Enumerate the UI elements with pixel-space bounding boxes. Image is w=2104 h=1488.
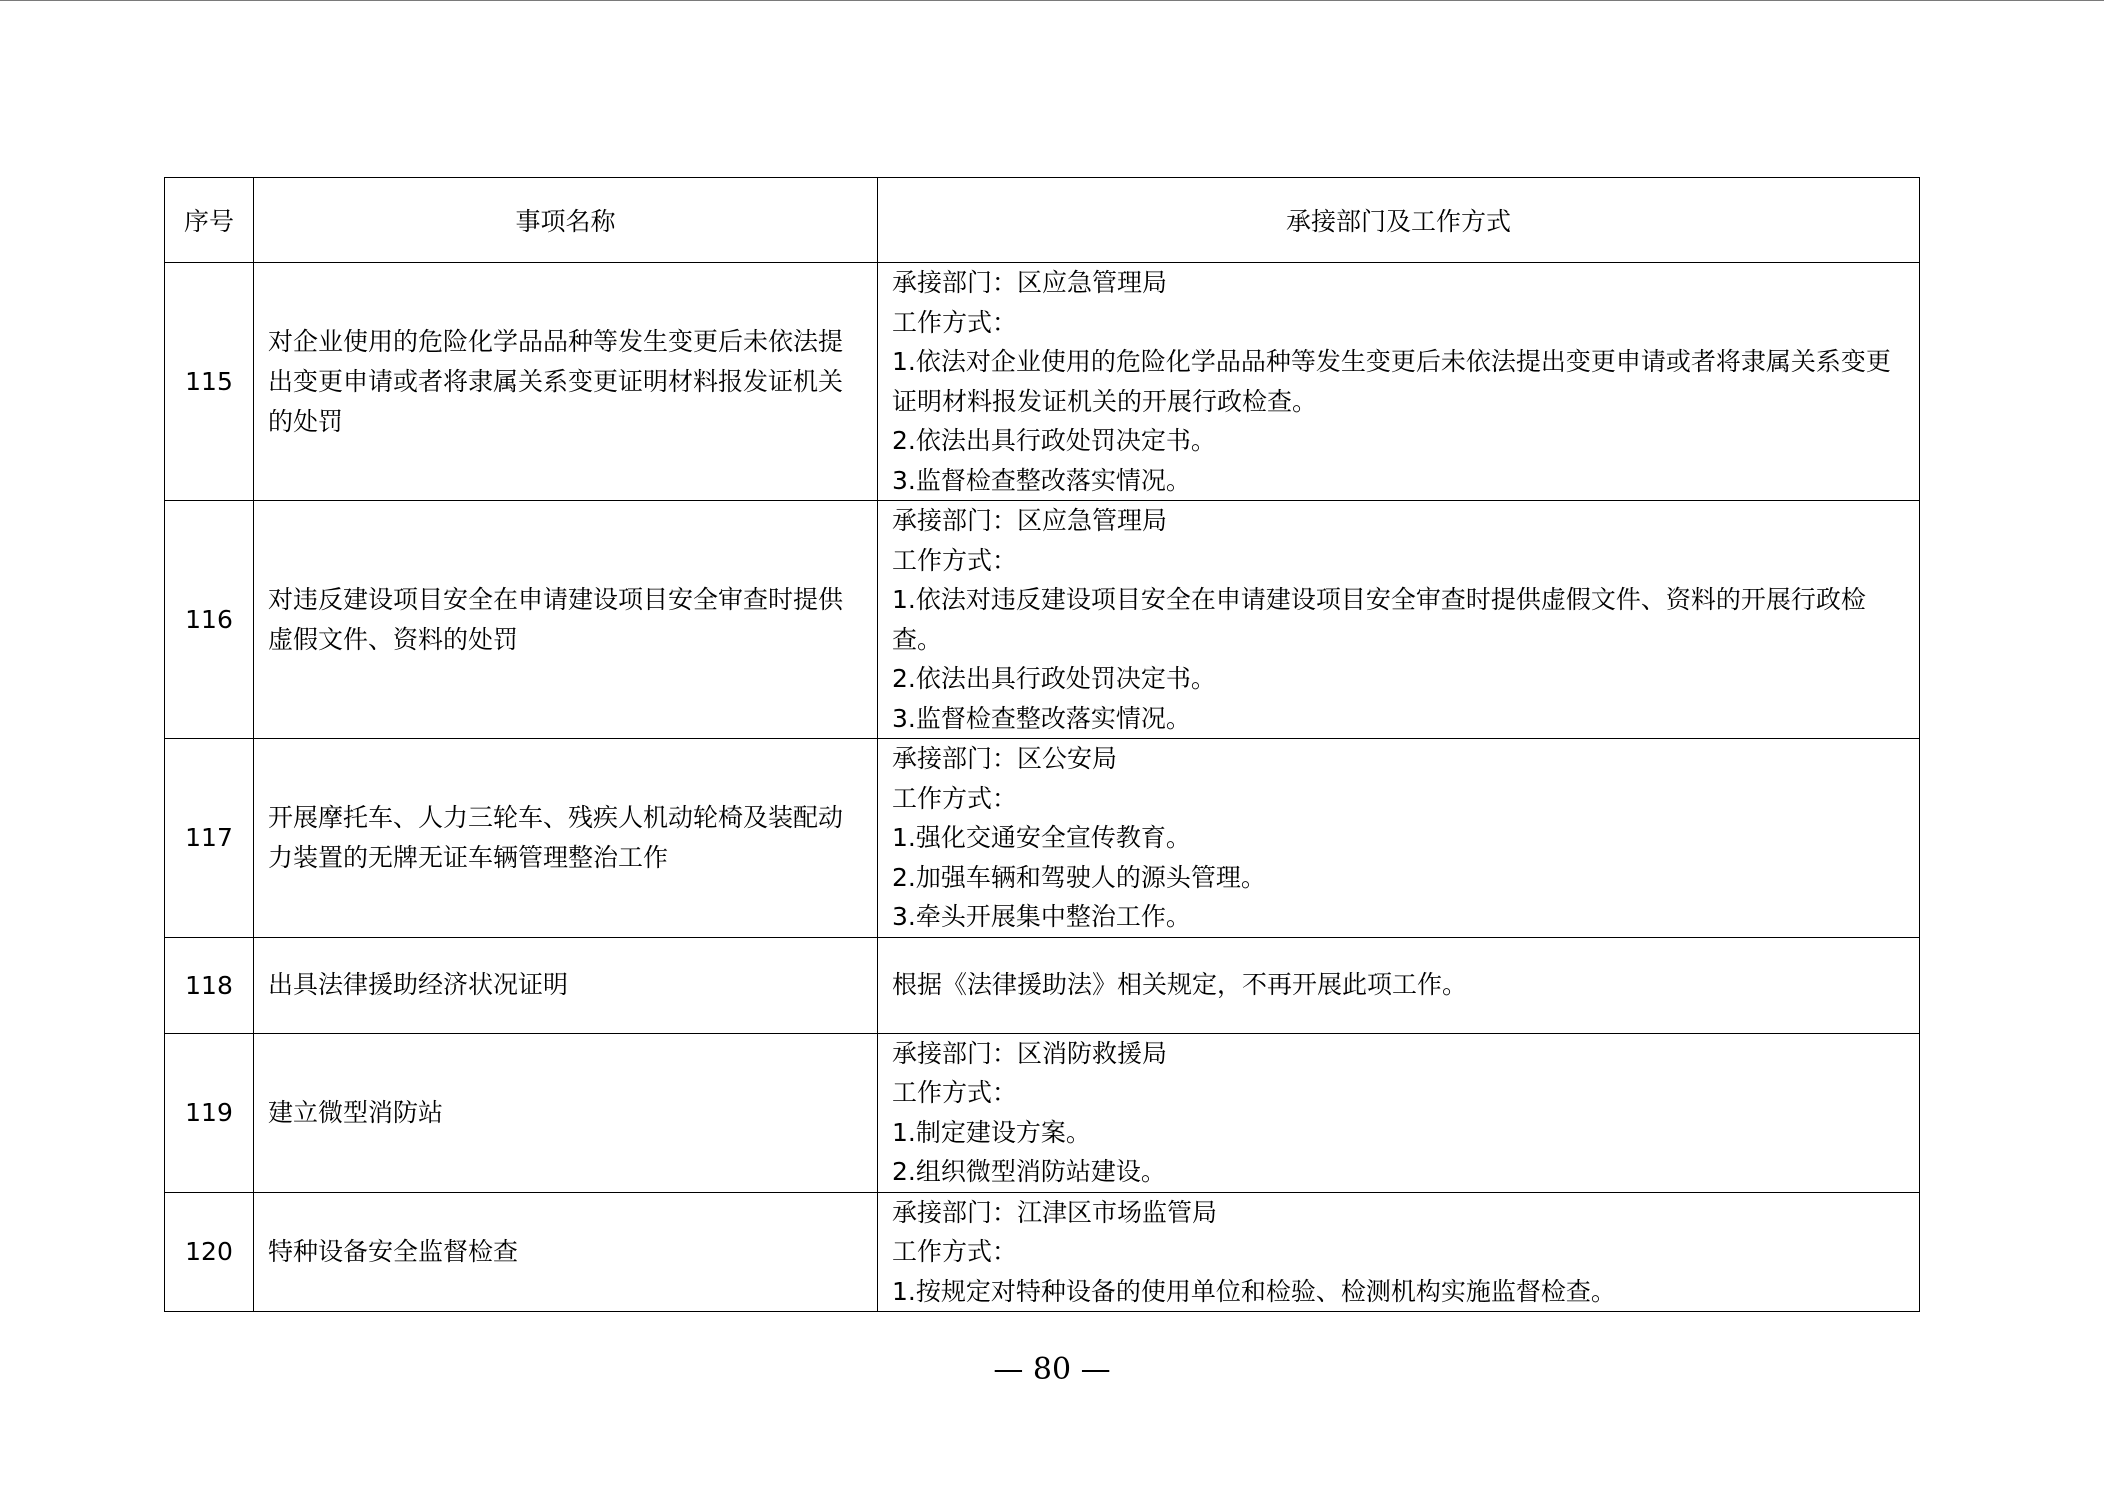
table-row: [165, 739, 1920, 938]
department-method: [878, 1192, 1920, 1312]
method-step: 1.依法对违反建设项目安全在申请建设项目安全审查时提供虚假文件、资料的开展行政检查。: [892, 585, 1866, 654]
header-no: 序号: [165, 178, 254, 263]
method-step: 1.依法对企业使用的危险化学品品种等发生变更后未依法提出变更申请或者将隶属关系变更证明材料报发证机关的开展行政检查。: [892, 347, 1891, 416]
row-number: 119: [165, 1033, 254, 1192]
header-department-method: 承接部门及工作方式: [878, 178, 1920, 263]
department-method: [878, 263, 1920, 501]
table-row: [165, 937, 1920, 1033]
item-name: 对企业使用的危险化学品品种等发生变更后未依法提出变更申请或者将隶属关系变更证明材料报发证机关的处罚: [254, 263, 878, 501]
row-number: 115: [165, 263, 254, 501]
method-step: 2.加强车辆和驾驶人的源头管理。: [892, 862, 1266, 892]
row-number: 117: [165, 739, 254, 938]
department-line: 承接部门：区消防救援局: [892, 1038, 1168, 1068]
department-method: [878, 739, 1920, 938]
method-label: 工作方式：: [892, 1078, 1018, 1107]
page-number: — 80 —: [993, 1352, 1111, 1387]
department-line: 承接部门：区应急管理局: [892, 268, 1168, 297]
item-name: 开展摩托车、人力三轮车、残疾人机动轮椅及装配动力装置的无牌无证车辆管理整治工作: [254, 739, 878, 938]
method-step: 2.依法出具行政处罚决定书。: [892, 426, 1216, 455]
method-step: 2.依法出具行政处罚决定书。: [892, 664, 1216, 693]
top-border-line: [0, 0, 2104, 1]
department-method: [878, 937, 1920, 1033]
method-step: 3.监督检查整改落实情况。: [892, 465, 1191, 495]
item-name: 建立微型消防站: [254, 1033, 878, 1192]
department-method: [878, 1033, 1920, 1192]
department-line: 承接部门：江津区市场监管局: [892, 1197, 1218, 1227]
method-label: 工作方式：: [892, 783, 1018, 813]
row-number: 116: [165, 501, 254, 739]
item-name: 特种设备安全监督检查: [254, 1192, 878, 1312]
row-number: 120: [165, 1192, 254, 1312]
header-item-name: 事项名称: [254, 178, 878, 263]
item-name: 出具法律援助经济状况证明: [254, 937, 878, 1033]
table-row: [165, 263, 1920, 501]
department-method: [878, 501, 1920, 739]
items-table: [164, 177, 1920, 1312]
department-line: 承接部门：区应急管理局: [892, 506, 1168, 535]
method-label: 工作方式：: [892, 307, 1018, 337]
method-label: 工作方式：: [892, 545, 1018, 575]
method-step: 1.强化交通安全宣传教育。: [892, 823, 1191, 852]
item-name: 对违反建设项目安全在申请建设项目安全审查时提供虚假文件、资料的处罚: [254, 501, 878, 739]
method-step: 3.监督检查整改落实情况。: [892, 703, 1191, 733]
table-header-row: [165, 178, 1920, 263]
method-step: 2.组织微型消防站建设。: [892, 1157, 1166, 1186]
department-note: 根据《法律援助法》相关规定，不再开展此项工作。: [892, 970, 1468, 1000]
department-line: 承接部门：区公安局: [892, 744, 1118, 773]
method-label: 工作方式：: [892, 1237, 1018, 1266]
method-step: 3.牵头开展集中整治工作。: [892, 902, 1191, 931]
method-step: 1.按规定对特种设备的使用单位和检验、检测机构实施监督检查。: [892, 1276, 1616, 1306]
table-row: [165, 1192, 1920, 1312]
method-step: 1.制定建设方案。: [892, 1117, 1091, 1147]
table-row: [165, 501, 1920, 739]
table-row: [165, 1033, 1920, 1192]
row-number: 118: [165, 937, 254, 1033]
